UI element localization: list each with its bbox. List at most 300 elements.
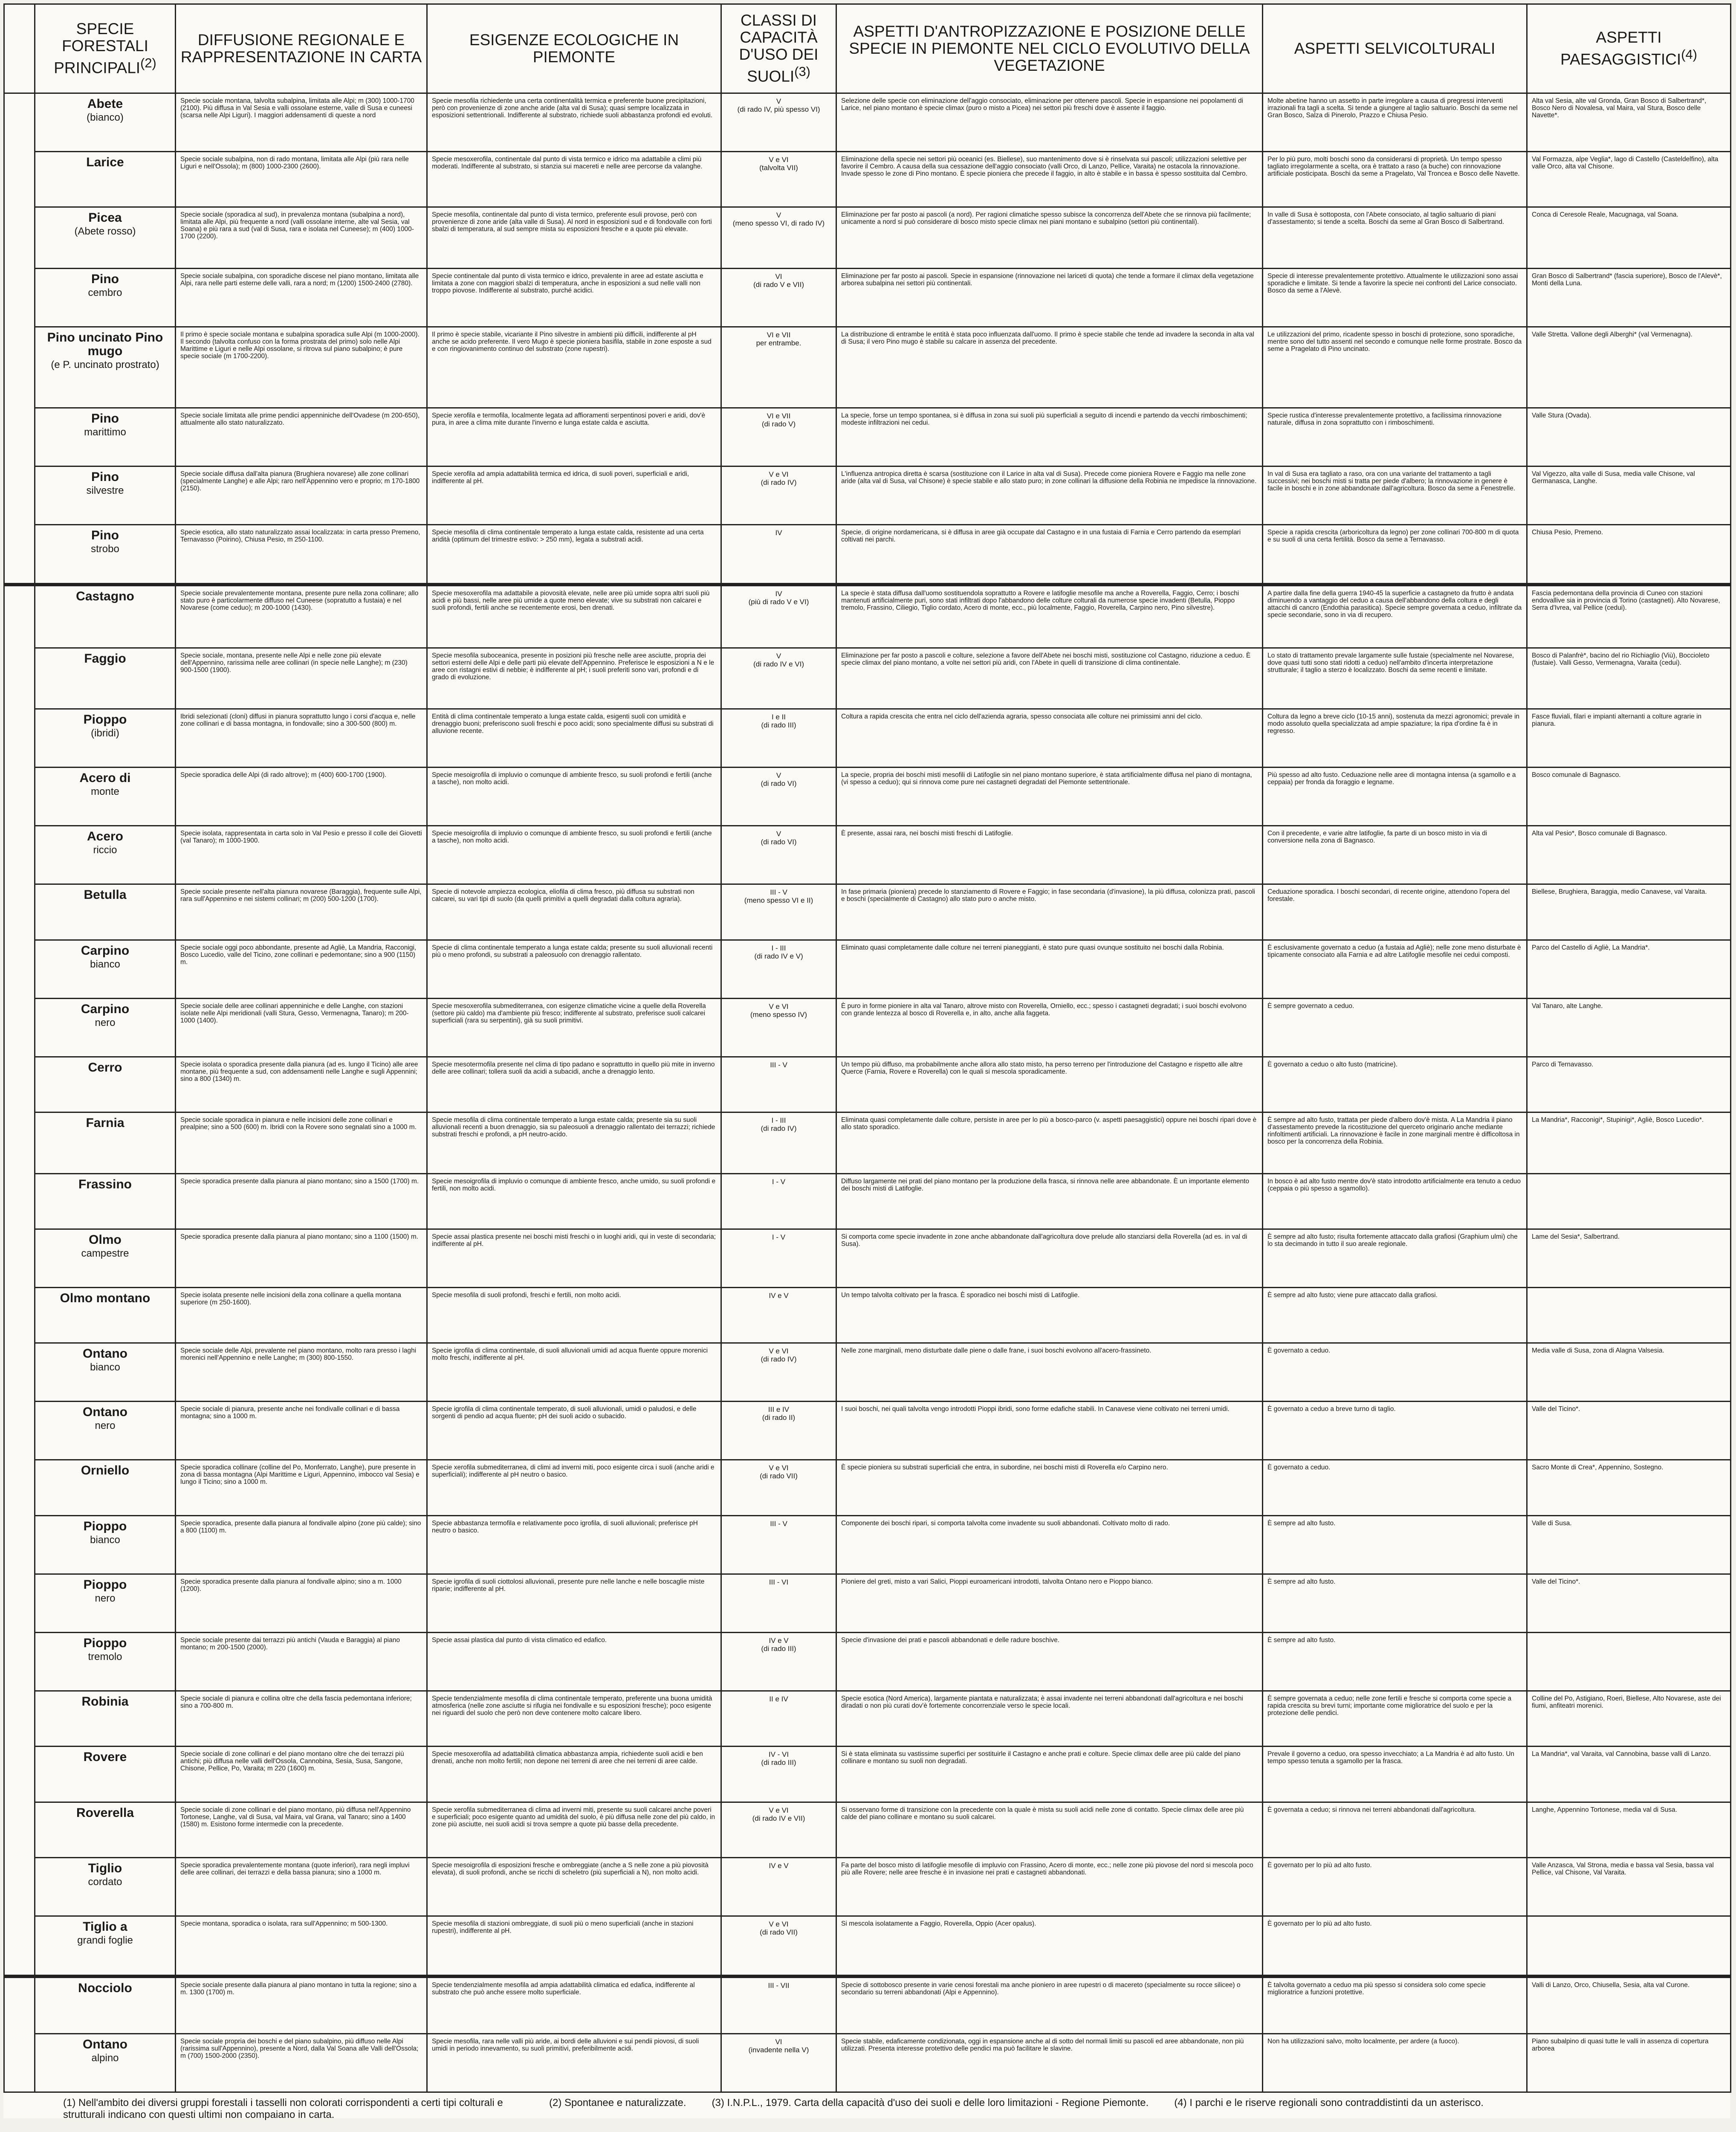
classi-value: V e VI <box>769 1806 789 1814</box>
table-row <box>4 940 1731 998</box>
table-row <box>4 1460 1731 1515</box>
species-name: Pioppo <box>83 1636 127 1650</box>
table-row <box>4 1632 1731 1691</box>
diffusione-cell: Specie sociale diffusa dall'alta pianura (Brughiera novarese) alle zone collinari (specialmente Langhe) e alle Alpi; raro nell'Appennino vero e proprio; m 170-1800 (2150). <box>176 466 427 524</box>
antropizzazione-cell: Eliminato quasi completamente dalle colture nei terreni pianeggianti, è stato pure quasi ovunque sostituito nei boschi dalla Robinia. <box>836 940 1263 998</box>
classi-value: III - V <box>770 888 787 897</box>
document-sheet <box>3 3 1730 2118</box>
table-row <box>4 1402 1731 1460</box>
classi-value: V <box>776 97 781 105</box>
table-row <box>4 93 1731 152</box>
species-name: Ontano <box>83 1405 127 1419</box>
species-name: Rovere <box>83 1750 127 1764</box>
antropizzazione-cell: Fa parte del bosco misto di latifoglie mesofile di impluvio con Frassino, Acero di monte, ecc.; nelle zone più piovose del nord si mescola poco più alle Rovere; nelle aree fresche è in invasione nei prati e castagneti abbandonati. <box>836 1858 1263 1916</box>
selvicolturali-cell: È governato per lo più ad alto fusto. <box>1263 1916 1527 1976</box>
species-cell <box>35 408 176 466</box>
classi-cell <box>721 2034 836 2092</box>
table-row <box>4 152 1731 207</box>
diffusione-cell: Specie montana, sporadica o isolata, rara sull'Appennino; m 500-1300. <box>176 1916 427 1976</box>
footnote-2: (2) Spontanee e naturalizzate. <box>549 2097 686 2109</box>
species-cell <box>35 2034 176 2092</box>
antropizzazione-cell: Specie esotica (Nord America), largamente piantata e naturalizzata; è assai invadente nei terreni abbandonati dall'agricoltura e nei boschi diradati o non più curati dov'è fortemente concorrenziale verso le specie locali. <box>836 1691 1263 1746</box>
species-name: Cerro <box>88 1060 122 1075</box>
header-aspetti-selvicolturali: ASPETTI SELVICOLTURALI <box>1263 4 1527 93</box>
table-row <box>4 1112 1731 1174</box>
esigenze-cell: Specie mesoigrofila di impluvio o comunque di ambiente fresco, anche umido, su suoli profondi e fertili, non molto acidi. <box>427 1173 721 1229</box>
paesaggistici-cell: Lame del Sesia*, Salbertrand. <box>1527 1229 1731 1288</box>
esigenze-cell: Specie xerofila ad ampia adattabilità termica ed idrica, di suoli poveri, superficiali e aridi, indifferente al pH. <box>427 466 721 524</box>
classi-note: (di rado VII) <box>760 1472 798 1480</box>
classi-cell <box>721 585 836 648</box>
classi-cell <box>721 524 836 585</box>
group-label <box>4 1976 35 2092</box>
species-name: Acero di <box>79 771 131 785</box>
classi-value: I - V <box>772 1233 786 1242</box>
antropizzazione-cell: La distribuzione di entrambe le entità è stata poco influenzata dall'uomo. Il primo è specie stabile che tende ad invadere la seconda in alta val di Susa; il vero Pino mugo è stabile su calcare in assenza del precedente. <box>836 327 1263 408</box>
classi-value: I - V <box>772 1177 786 1186</box>
table-row <box>4 1229 1731 1288</box>
classi-value: IV e V <box>769 1636 789 1645</box>
esigenze-cell: Specie mesoxerofila, continentale dal punto di vista termico e idrico ma adattabile a climi più moderati. Indifferente al substrato, si stanzia sui macereti e nelle aree percorse da valanghe. <box>427 152 721 207</box>
species-name: Pioppo <box>83 713 127 727</box>
esigenze-cell: Specie mesoxerofila ma adattabile a piovosità elevate, nelle aree più umide sopra altri suoli più acidi e più bassi, nelle aree più umide a quote meno elevate; vive su substrati non calcarei e suoli profondi, fertili anche se recentemente erosi, ben drenati. <box>427 585 721 648</box>
species-cell <box>35 884 176 940</box>
antropizzazione-cell: Eliminazione per far posto ai pascoli. Specie in espansione (rinnovazione nei lariceti di quota) che tende a formare il climax della vegetazione arborea subalpina nei settori più continentali. <box>836 269 1263 327</box>
esigenze-cell: Specie assai plastica dal punto di vista climatico ed edafico. <box>427 1632 721 1691</box>
species-subname: bianco <box>90 1361 120 1373</box>
table-body <box>4 93 1731 2092</box>
classi-value: V <box>776 771 781 780</box>
esigenze-cell: Specie mesofila suboceanica, presente in posizioni più fresche nelle aree asciutte, propria dei settori esterni delle Alpi e delle parti più elevate dell'Appennino. Preferisce le esposizioni a N e le aree con ristagni estivi di nebbie; è indifferente al pH; i suoli preferiti sono vari, profondi e di grado di evoluzione. <box>427 648 721 709</box>
table-row <box>4 1515 1731 1574</box>
antropizzazione-cell: Specie, di origine nordamericana, si è diffusa in aree già occupate dal Castagno e in una fustaia di Farnia e Cerro partendo da esemplari coltivati nei parchi. <box>836 524 1263 585</box>
species-name: Orniello <box>81 1463 130 1478</box>
species-name: Carpino <box>81 943 130 958</box>
paesaggistici-cell: Valle del Ticino*. <box>1527 1574 1731 1632</box>
esigenze-cell: Il primo è specie stabile, vicariante il Pino silvestre in ambienti più difficili, indifferente al pH anche se acido preferente. Il vero Mugo è specie pioniera basifila, stabile in zone esposte a sud e con ringiovanimento continuo del substrato (zone rupestri). <box>427 327 721 408</box>
selvicolturali-cell: A partire dalla fine della guerra 1940-45 la superficie a castagneto da frutto è andata diminuendo a vantaggio del ceduo a causa dell'abbandono della coltura e degli attacchi di cancro (Endothia parasitica). Specie sempre governata a ceduo, infiltrate da specie secondarie, sono in via di recupero. <box>1263 585 1527 648</box>
table-row <box>4 327 1731 408</box>
classi-cell <box>721 466 836 524</box>
antropizzazione-cell: La specie, propria dei boschi misti mesofili di Latifoglie sin nel piano montano superiore, è stata artificialmente diffusa nel piano di montagna, (vi spesso a ceduo); qui si rinnova come pure nei castagneti degradati del Piemonte settentrionale. <box>836 768 1263 826</box>
header-specie: SPECIE FORESTALI PRINCIPALI$^{(2)}$ <box>35 4 176 93</box>
classi-note: (meno spesso VI e II) <box>744 896 813 905</box>
antropizzazione-cell: L'influenza antropica diretta è scarsa (sostituzione con il Larice in alta val di Susa). Precede come pioniera Rovere e Faggio ma nelle zone aride (alta val di Susa, val Chisone) è specie stabile e allo stato puro; in zone collinari la diffusione della Robinia ne impedisce la rinnovazione. <box>836 466 1263 524</box>
species-cell <box>35 1976 176 2034</box>
species-name: Frassino <box>78 1177 132 1191</box>
selvicolturali-cell: Con il precedente, e varie altre latifoglie, fa parte di un bosco misto in via di conversione nella zona di Bagnasco. <box>1263 826 1527 884</box>
species-subname: cordato <box>88 1876 122 1888</box>
antropizzazione-cell: Eliminazione per far posto a pascoli e colture, selezione a favore dell'Abete nei boschi misti, sostituzione col Castagno, riduzione a ceduo. È specie climax del piano montano, a volte nei settori più aridi, con l'Abete in quelli di transizione di clima continentale. <box>836 648 1263 709</box>
selvicolturali-cell: È governato a ceduo a breve turno di taglio. <box>1263 1402 1527 1460</box>
classi-note: (di rado II) <box>762 1414 796 1422</box>
species-cell <box>35 998 176 1057</box>
species-name: Abete <box>87 97 123 111</box>
classi-cell <box>721 1460 836 1515</box>
classi-value: V e VI <box>769 1464 789 1472</box>
diffusione-cell: Specie sociale di zone collinari e del piano montano oltre che dei terrazzi più antichi; più diffusa nelle valli dell'Ossola, Cannobina, Sesia, Susa, Sangone, Chisone, Pellice, Po, Varaita; m 220 (1600) m. <box>176 1747 427 1802</box>
paesaggistici-cell: Bosco di Palanfrè*, bacino del rio Richiaglio (Viù), Boccioleto (fustaie). Valli Gesso, Vermenagna, Varaita (cedui). <box>1527 648 1731 709</box>
classi-value: I - III <box>771 1116 786 1125</box>
classi-cell <box>721 207 836 269</box>
species-cell <box>35 1916 176 1976</box>
table-row <box>4 1288 1731 1343</box>
table-row <box>4 1916 1731 1976</box>
classi-note: (di rado VI) <box>761 838 797 846</box>
esigenze-cell: Specie mesoigrofila di esposizioni fresche e ombreggiate (anche a S nelle zone a più piovosità elevata), di suoli profondi, anche se ricchi di scheletro (più superficiali a N), non molto acidi. <box>427 1858 721 1916</box>
diffusione-cell: Specie sporadica presente dalla pianura al piano montano; sino a 1100 (1500) m. <box>176 1229 427 1288</box>
species-cell <box>35 93 176 152</box>
table-row <box>4 709 1731 768</box>
classi-note: (meno spesso IV) <box>750 1010 807 1019</box>
classi-cell <box>721 1976 836 2034</box>
esigenze-cell: Specie mesofila di clima continentale temperato a lunga estate calda, resistente ad una certa aridità (optimum del trimestre estivo: > 250 mm), legata a substrati acidi. <box>427 524 721 585</box>
paesaggistici-cell: Val Formazza, alpe Veglia*, lago di Castello (Casteldelfino), alta valle Orco, alta val Chisone. <box>1527 152 1731 207</box>
header-diffusione: DIFFUSIONE REGIONALE E RAPPRESENTAZIONE IN CARTA <box>176 4 427 93</box>
classi-cell <box>721 1343 836 1402</box>
antropizzazione-cell: Si è stata eliminata su vastissime superfici per sostituirle il Castagno e anche prati e colture. Specie climax delle aree più calde del piano collinare e montano su suoli non degradati. <box>836 1747 1263 1802</box>
classi-value: VI <box>775 272 782 281</box>
antropizzazione-cell: Si osservano forme di transizione con la precedente con la quale è mista su suoli acidi nelle zone di contatto. Specie climax delle aree più calde del piano collinare e montano su suoli calcarei. <box>836 1802 1263 1857</box>
table-row <box>4 1747 1731 1802</box>
diffusione-cell: Specie sociale (sporadica al sud), in prevalenza montana (subalpina a nord), limitata alle Alpi, più frequente a nord (valli ossolane interne, alte val Sesia, val Soana) e più rara a sud (val di Susa, rara e isolata nel Cuneese); m (400) 1000-1700 (2200). <box>176 207 427 269</box>
paesaggistici-cell <box>1527 1288 1731 1343</box>
selvicolturali-cell: Specie rustica d'interesse prevalentemente protettivo, a facilissima rinnovazione naturale, diffusa in zona soprattutto con i rimboschimenti. <box>1263 408 1527 466</box>
species-subname: nero <box>95 1420 116 1432</box>
classi-note: (di rado IV) <box>761 1124 797 1133</box>
diffusione-cell: Specie esotica, allo stato naturalizzato assai localizzata: in carta presso Premeno, Ternavasso (Poirino), Chiusa Pesio, m 250-1100. <box>176 524 427 585</box>
classi-value: III - V <box>770 1060 787 1069</box>
species-subname: strobo <box>91 543 119 555</box>
esigenze-cell: Specie igrofila di clima continentale temperato, di suoli alluvionali, umidi o paludosi, e delle sorgenti di pendio ad acqua fluente; pH dei suoli acido o subacido. <box>427 1402 721 1460</box>
diffusione-cell: Specie sociale presente dai terrazzi più antichi (Vauda e Baraggia) al piano montano; m 200-1500 (2000). <box>176 1632 427 1691</box>
species-name: Ontano <box>83 1347 127 1361</box>
selvicolturali-cell: In val di Susa era tagliato a raso, ora con una variante del trattamento a tagli successivi; nei boschi misti si tratta per piede d'albero; la rinnovazione in genere è facile in boschi e in zone abbandonate dall'agricoltura. Bosco da seme a Fenestrelle. <box>1263 466 1527 524</box>
classi-note: (di rado V) <box>761 420 796 428</box>
species-name: Ontano <box>83 2037 127 2051</box>
footnotes <box>63 2097 1717 2121</box>
selvicolturali-cell: Coltura da legno a breve ciclo (10-15 anni), sostenuta da mezzi agronomici; prevale in modo assoluto quella specializzata ad ampie spaziature; la ripa d'ordine fa è in regresso. <box>1263 709 1527 768</box>
classi-note: (meno spesso VI, di rado IV) <box>732 219 825 228</box>
selvicolturali-cell: Specie di interesse prevalentemente protettivo. Attualmente le utilizzazioni sono assai sporadiche e limitate. Si tende a favorire la specie nei confronti del Larice consociato. Bosco da seme a l'Alevè. <box>1263 269 1527 327</box>
paesaggistici-cell <box>1527 1916 1731 1976</box>
selvicolturali-cell: Le utilizzazioni del primo, ricadente spesso in boschi di protezione, sono sporadiche, mentre sono del tutto assenti nel secondo e comunque nelle forme prostrate. Bosco da seme a Pragelato di Pino uncinato. <box>1263 327 1527 408</box>
paesaggistici-cell: Valle Stretta. Vallone degli Alberghi* (val Vermenagna). <box>1527 327 1731 408</box>
classi-cell <box>721 826 836 884</box>
table-row <box>4 269 1731 327</box>
paesaggistici-cell: Fascia pedemontana della provincia di Cuneo con stazioni endovallive sia in provincia di Torino (castagneti). Alto Novarese, Serra d'Ivrea, val Pellice (cedui). <box>1527 585 1731 648</box>
species-subname: (Abete rosso) <box>74 226 136 238</box>
species-subname: monte <box>91 786 119 798</box>
species-cell <box>35 1229 176 1288</box>
selvicolturali-cell: È governato a ceduo. <box>1263 1343 1527 1402</box>
selvicolturali-cell: In valle di Susa è sottoposta, con l'Abete consociato, al taglio saltuario di piani d'assestamento; si tende a scelta. Boschi da seme al Gran Bosco di Salbertrand. <box>1263 207 1527 269</box>
classi-cell <box>721 1112 836 1174</box>
classi-note: (di rado III) <box>761 721 796 730</box>
antropizzazione-cell: Specie d'invasione dei prati e pascoli abbandonati e delle radure boschive. <box>836 1632 1263 1691</box>
classi-note: (di rado IV) <box>761 478 797 487</box>
selvicolturali-cell: È governato per lo più ad alto fusto. <box>1263 1858 1527 1916</box>
antropizzazione-cell: I suoi boschi, nei quali talvolta vengo introdotti Pioppi ibridi, sono forme edafiche stabili. In Canavese viene coltivato nei terreni umidi. <box>836 1402 1263 1460</box>
selvicolturali-cell: È esclusivamente governato a ceduo (a fustaia ad Agliè); nelle zone meno disturbate è tipicamente consociato alla Farnia e ad altre Latifoglie mesofile nei cedui composti. <box>1263 940 1527 998</box>
table-row <box>4 648 1731 709</box>
table-row <box>4 768 1731 826</box>
esigenze-cell: Specie tendenzialmente mesofila ad ampia adattabilità climatica ed edafica, indifferente al substrato che può anche essere molto superficiale. <box>427 1976 721 2034</box>
paesaggistici-cell: La Mandria*, val Varaita, val Cannobina, basse valli di Lanzo. <box>1527 1747 1731 1802</box>
table-row <box>4 1574 1731 1632</box>
classi-cell <box>721 1691 836 1746</box>
paesaggistici-cell: Conca di Ceresole Reale, Macugnaga, val Soana. <box>1527 207 1731 269</box>
species-name: Larice <box>86 155 124 169</box>
antropizzazione-cell: Specie di sottobosco presente in varie cenosi forestali ma anche pioniero in aree rupestri o di macereto (specialmente su rocce silicee) o secondario su terreni abbandonati (Alpi e Appennino). <box>836 1976 1263 2034</box>
selvicolturali-cell: È sempre ad alto fusto; risulta fortemente attaccato dalla grafiosi (Graphium ulmi) che lo sta decimando in tutto il suo areale regionale. <box>1263 1229 1527 1288</box>
antropizzazione-cell: Coltura a rapida crescita che entra nel ciclo dell'azienda agraria, spesso consociata alle colture nei primissimi anni del ciclo. <box>836 709 1263 768</box>
classi-value: V <box>776 211 781 220</box>
diffusione-cell: Specie sociale subalpina, con sporadiche discese nel piano montano, limitata alle Alpi, rara nelle parti esterne delle valli, rara a nord; m (1200) 1500-2400 (2780). <box>176 269 427 327</box>
classi-cell <box>721 269 836 327</box>
diffusione-cell: Specie sociale subalpina, non di rado montana, limitata alle Alpi (più rara nelle Liguri e nell'Ossola); m (800) 1000-2300 (2600). <box>176 152 427 207</box>
classi-value: V <box>776 830 781 838</box>
esigenze-cell: Specie mesofila richiedente una certa continentalità termica e preferente buone precipitazioni, però con provenienze di zone anche aride (alta val di Susa); quasi sempre localizzata in esposizioni settentrionali. Indifferente al substrato, richiede suoli abbastanza profondi ed evoluti. <box>427 93 721 152</box>
diffusione-cell: Specie sociale di pianura, presente anche nei fondivalle collinari e di bassa montagna; sino a 1000 m. <box>176 1402 427 1460</box>
classi-value: VI <box>775 2037 782 2046</box>
species-subname: grandi foglie <box>77 1935 133 1947</box>
footnote-3: (3) I.N.P.L., 1979. Carta della capacità d'uso dei suoli e delle loro limitazioni - Regione Piemonte. <box>712 2097 1149 2109</box>
header-classi: CLASSI DI CAPACITÀ D'USO DEI SUOLI$^{(3)}$ <box>721 4 836 93</box>
paesaggistici-cell: Parco di Ternavasso. <box>1527 1057 1731 1112</box>
classi-cell <box>721 940 836 998</box>
antropizzazione-cell: Specie stabile, edaficamente condizionata, oggi in espansione anche al di sotto del normali limiti su pascoli ed aree abbandonate, non più utilizzati. Presenta interesse protettivo delle pendici ma può facilitare le slavine. <box>836 2034 1263 2092</box>
classi-value: IV e V <box>769 1862 789 1870</box>
classi-note: (di rado III) <box>761 1644 796 1653</box>
table-row <box>4 408 1731 466</box>
diffusione-cell: Specie sociale presente dalla pianura al piano montano in tutta la regione; sino a m. 1300 (1700) m. <box>176 1976 427 2034</box>
classi-value: V e VI <box>769 1920 789 1929</box>
selvicolturali-cell: È sempre governata a ceduo; nelle zone fertili e fresche si comporta come specie a rapida crescita su brevi turni; importante come miglioratrice del suolo e per la protezione delle pendici. <box>1263 1691 1527 1746</box>
table-row <box>4 2034 1731 2092</box>
species-cell <box>35 466 176 524</box>
selvicolturali-cell: È sempre ad alto fusto. <box>1263 1574 1527 1632</box>
diffusione-cell: Specie sporadica collinare (colline del Po, Monferrato, Langhe), pure presente in zona di bassa montagna (Alpi Marittime e Liguri, Appennino, imbocco val Sesia) e lungo il Ticino; sino a 1000 m. <box>176 1460 427 1515</box>
species-cell <box>35 1691 176 1746</box>
species-cell <box>35 1343 176 1402</box>
species-name: Pioppo <box>83 1577 127 1592</box>
species-subname: bianco <box>90 1534 120 1546</box>
classi-value: V <box>776 652 781 660</box>
esigenze-cell: Entità di clima continentale temperato a lunga estate calda, esigenti suoli con umidità e drenaggio buoni; preferiscono suoli freschi e poco acidi; sono specialmente diffusi su substrati di alluvione recente. <box>427 709 721 768</box>
paesaggistici-cell: Langhe, Appennino Tortonese, media val di Susa. <box>1527 1802 1731 1857</box>
species-cell <box>35 327 176 408</box>
classi-note: (di rado IV e VII) <box>752 1814 805 1822</box>
paesaggistici-cell: Valle Anzasca, Val Strona, media e bassa val Sesia, bassa val Pellice, val Chisone, Val Varaita. <box>1527 1858 1731 1916</box>
paesaggistici-cell: Media valle di Susa, zona di Alagna Valsesia. <box>1527 1343 1731 1402</box>
species-name: Castagno <box>76 589 134 604</box>
antropizzazione-cell: Un tempo più diffuso, ma probabilmente anche allora allo stato misto, ha perso terreno per l'introduzione del Castagno e rispetto alle altre Querce (Farnia, Rovere e Roverella) con le quali si mescola sporadicamente. <box>836 1057 1263 1112</box>
species-name: Olmo <box>89 1233 122 1247</box>
classi-cell <box>721 1057 836 1112</box>
species-name: Farnia <box>86 1116 124 1130</box>
header-aspetti-antropizzazione: ASPETTI D'ANTROPIZZAZIONE E POSIZIONE DELLE SPECIE IN PIEMONTE NEL CICLO EVOLUTIVO DELLA VEGETAZIONE <box>836 4 1263 93</box>
classi-cell <box>721 1402 836 1460</box>
antropizzazione-cell: La specie è stata diffusa dall'uomo sostituendola soprattutto a Rovere e latifoglie mesofile ma anche a Roverella, Faggio, Cerro; i boschi mantenuti artificialmente puri, sono stati infiltrati dopo l'abbandono delle colture colturali da numerose specie invadenti (Betulla, Pioppo tremolo, Frassino, Ciliegio, Tiglio cordato, Acero di monte, ecc., più localmente, Faggio, Roverella, Carpino nero, Pino silvestre). <box>836 585 1263 648</box>
species-cell <box>35 1747 176 1802</box>
paesaggistici-cell <box>1527 1173 1731 1229</box>
species-name: Tiglio <box>88 1861 122 1876</box>
group-label <box>4 585 35 1976</box>
classi-value: VI e VII <box>767 331 791 339</box>
classi-note: (di rado IV e VI) <box>753 660 804 668</box>
antropizzazione-cell: Eliminazione per far posto ai pascoli (a nord). Per ragioni climatiche spesso subisce la concorrenza dell'Abete che se rinnova più facilmente; unicamente a nord si può considerare di bosco misto specie climax nei piani montano e subalpino (settori più continentali). <box>836 207 1263 269</box>
paesaggistici-cell: Parco del Castello di Agliè, La Mandria*. <box>1527 940 1731 998</box>
species-cell <box>35 1574 176 1632</box>
classi-value: V e VI <box>769 1002 789 1011</box>
table-row <box>4 466 1731 524</box>
table-row <box>4 826 1731 884</box>
classi-cell <box>721 1288 836 1343</box>
classi-cell <box>721 152 836 207</box>
header-esigenze: ESIGENZE ECOLOGICHE IN PIEMONTE <box>427 4 721 93</box>
selvicolturali-cell: È sempre governato a ceduo. <box>1263 998 1527 1057</box>
species-cell <box>35 585 176 648</box>
classi-note: (di rado III) <box>761 1758 796 1767</box>
paesaggistici-cell: La Mandria*, Racconigi*, Stupinigi*, Agliè, Bosco Lucedio*. <box>1527 1112 1731 1174</box>
species-cell <box>35 1802 176 1857</box>
esigenze-cell: Specie mesotermofila presente nel clima di tipo padano e soprattutto in quello più mite in inverno delle aree collinari; tollera suoli da acidi a subacidi, anche a drenaggio lento. <box>427 1057 721 1112</box>
selvicolturali-cell: È governata a ceduo; si rinnova nei terreni abbandonati dall'agricoltura. <box>1263 1802 1527 1857</box>
antropizzazione-cell: È puro in forme pioniere in alta val Tanaro, altrove misto con Roverella, Orniello, ecc.; spesso i castagneti degradati; i suoi boschi evolvono con grande lentezza al bosco di Roverella e, in alto, anche alla faggeta. <box>836 998 1263 1057</box>
diffusione-cell: Ibridi selezionati (cloni) diffusi in pianura soprattutto lungo i corsi d'acqua e, nelle zone collinari e di bassa montagna, in fondovalle; sino a 300-500 (800) m. <box>176 709 427 768</box>
classi-value: V e VI <box>769 156 789 164</box>
classi-value: III - VI <box>769 1578 789 1586</box>
diffusione-cell: Specie isolata o sporadica presente dalla pianura (ad es. lungo il Ticino) alle aree montane, più frequente a sud, con addensamenti nelle Langhe e sugli Appennini; sino a 800 (1340) m. <box>176 1057 427 1112</box>
classi-value: V e VI <box>769 470 789 478</box>
diffusione-cell: Specie sociale prevalentemente montana, presente pure nella zona collinare; allo stato puro è particolarmente diffuso nel Cuneese (sopratutto a fustaia) e nel Novarese (come ceduo); m 200-1000 (1430). <box>176 585 427 648</box>
selvicolturali-cell: È sempre ad alto fusto. <box>1263 1515 1527 1574</box>
antropizzazione-cell: In fase primaria (pioniera) precede lo stanziamento di Rovere e Faggio; in fase secondaria (d'invasione), la più diffusa, colonizza prati, pascoli e boschi (specialmente di Castagno) allo stato puro o anche misto. <box>836 884 1263 940</box>
antropizzazione-cell: Si comporta come specie invadente in zone anche abbandonate dall'agricoltura dove prelude allo stanziarsi della Roverella (ad es. in val di Susa). <box>836 1229 1263 1288</box>
antropizzazione-cell: Selezione delle specie con eliminazione dell'aggio consociato, eliminazione per ottenere pascoli. Specie in espansione nei popolamenti di Larice, nel piano montano è specie climax (puro o misto a Picea) nei settori più freschi dove è assente il faggio. <box>836 93 1263 152</box>
species-subname: tremolo <box>88 1651 122 1663</box>
classi-value: V e VI <box>769 1347 789 1356</box>
diffusione-cell: Specie sociale di pianura e collina oltre che della fascia pedemontana inferiore; sino a 700-800 m. <box>176 1691 427 1746</box>
selvicolturali-cell: È sempre ad alto fusto. <box>1263 1632 1527 1691</box>
selvicolturali-cell: Non ha utilizzazioni salvo, molto localmente, per ardere (a fuoco). <box>1263 2034 1527 2092</box>
classi-value: II e IV <box>769 1695 788 1703</box>
header-gruppi <box>4 4 35 93</box>
species-cell <box>35 768 176 826</box>
species-cell <box>35 1288 176 1343</box>
selvicolturali-cell: Per lo più puro, molti boschi sono da considerarsi di proprietà. Un tempo spesso tagliato irregolarmente a scelta, ora è trattato a raso (a buche) con rinnovazione artificiale posticipata. Boschi da seme a Pragelato, Val Troncea e Bosco delle Navette. <box>1263 152 1527 207</box>
esigenze-cell: Specie igrofila di clima continentale, di suoli alluvionali umidi ad acqua fluente oppure morenici molto freschi, indifferente al pH. <box>427 1343 721 1402</box>
species-cell <box>35 1112 176 1174</box>
esigenze-cell: Specie mesofila di stazioni ombreggiate, di suoli più o meno superficiali (anche in stazioni rupestri), indifferente al pH. <box>427 1916 721 1976</box>
selvicolturali-cell: È sempre ad alto fusto; viene pure attaccato dalla grafiosi. <box>1263 1288 1527 1343</box>
species-cell <box>35 1515 176 1574</box>
paesaggistici-cell: Alta val Sesia, alte val Gronda, Gran Bosco di Salbertrand*, Bosco Nero di Novalesa, val Maira, val Stura, Bosco delle Navette*. <box>1527 93 1731 152</box>
classi-value: III - VII <box>768 1981 790 1990</box>
esigenze-cell: Specie mesofila, continentale dal punto di vista termico, preferente esuli provose, però con provenienze di zone aride (alta valle di Susa). Al nord in esposizioni sud e di fondovalle con forti sbalzi di temperatura, al sud sempre mista su esposizioni fresche e a quote più elevate. <box>427 207 721 269</box>
diffusione-cell: Specie sociale montana, talvolta subalpina, limitata alle Alpi; m (300) 1000-1700 (2100). Più diffusa in Val Sesia e valli ossolane esterne, valle di Susa e cuneesi (scarsa nelle Alpi Liguri). I maggiori addensamenti di queste a nord <box>176 93 427 152</box>
species-name: Nocciolo <box>78 1981 132 1995</box>
classi-cell <box>721 93 836 152</box>
classi-note: (di rado VI) <box>761 779 797 788</box>
classi-value: IV <box>775 528 782 537</box>
species-name: Tiglio a <box>83 1920 127 1934</box>
species-subname: (e P. uncinato prostrato) <box>51 359 159 371</box>
selvicolturali-cell: Specie a rapida crescita (arboricoltura da legno) per zone collinari 700-800 m di quota e su suoli di una certa fertilità. Bosco da seme a Ternavasso. <box>1263 524 1527 585</box>
diffusione-cell: Specie isolata presente nelle incisioni della zona collinare a quella montana superiore (m 250-1600). <box>176 1288 427 1343</box>
table-row <box>4 1173 1731 1229</box>
species-cell <box>35 826 176 884</box>
classi-cell <box>721 1802 836 1857</box>
classi-cell <box>721 1515 836 1574</box>
diffusione-cell: Il primo è specie sociale montana e subalpina sporadica sulle Alpi (m 1000-2000). Il secondo (talvolta confuso con la forma prostrata del primo) solo nelle Alpi Marittime e Liguri e nelle Alpi ossolane, si ritrova sul piano subalpino; è pure specie sociale (m 1700-2200). <box>176 327 427 408</box>
esigenze-cell: Specie mesoxerofila submediterranea, con esigenze climatiche vicine a quelle della Roverella (settore più caldo) ma d'ambiente più fresco; indifferente al substrato, preferisce suoli calcarei superficiali (rara su serpentini), già su suoli primitivi. <box>427 998 721 1057</box>
selvicolturali-cell: Prevale il governo a ceduo, ora spesso invecchiato; a La Mandria è ad alto fusto. Un tempo spesso tenuta a sgamollo per la frasca. <box>1263 1747 1527 1802</box>
species-subname: bianco <box>90 958 120 970</box>
classi-note: (invadente nella V) <box>748 2045 809 2054</box>
classi-value: III - V <box>770 1519 787 1528</box>
species-name: Acero <box>87 829 124 844</box>
classi-cell <box>721 709 836 768</box>
species-name: Pioppo <box>83 1519 127 1533</box>
species-subname: alpino <box>91 2052 119 2064</box>
esigenze-cell: Specie xerofila submediterranea di clima ad inverni miti, presente su suoli calcarei anche poveri e superficiali; poco esigente quanto ad umidità del suolo, è più diffusa nelle zone del più caldo, in zone più asciutte, nei suoli acidi si trova sempre a quote più basse della precedente. <box>427 1802 721 1857</box>
paesaggistici-cell: Valle Stura (Ovada). <box>1527 408 1731 466</box>
classi-note: (di rado V e VII) <box>753 281 804 289</box>
species-cell <box>35 269 176 327</box>
table-row <box>4 1802 1731 1857</box>
table-row <box>4 207 1731 269</box>
antropizzazione-cell: Eliminazione della specie nei settori più oceanici (es. Biellese), suo mantenimento dove si è rinselvata sui pascoli; utilizzazioni selettive per favorire il Cembro. A causa della sua cessazione dell'aggio consociato (valli Orco, di Lanzo, Pellice, Varaita) ne ostacola la rinnovazione. Invade spesso le zone di Pino montano. È specie pioniera che precede il faggio, in alto è stabile e in bassa è spesso sostituita dal Cembro. <box>836 152 1263 207</box>
species-name: Olmo montano <box>60 1291 150 1306</box>
species-name: Pino <box>91 272 119 286</box>
selvicolturali-cell: È governato a ceduo. <box>1263 1460 1527 1515</box>
paesaggistici-cell: Sacro Monte di Crea*, Appennino, Sostegno. <box>1527 1460 1731 1515</box>
species-name: Pino uncinato Pino mugo <box>47 330 163 358</box>
species-cell <box>35 1858 176 1916</box>
classi-cell <box>721 1632 836 1691</box>
selvicolturali-cell: È sempre ad alto fusto, trattata per piede d'albero dov'è mista. A La Mandria il piano d'assestamento prevede la ricostituzione del querceto originario anche mediante rinfoltimenti artificiali. La rinnovazione è facile in zone marginali mentre è difficoltosa in bosco per la concorrenza della Robinia. <box>1263 1112 1527 1174</box>
classi-note: (più di rado V e VI) <box>748 598 809 606</box>
header-aspetti-paesaggistici: ASPETTI PAESAGGISTICI$^{(4)}$ <box>1527 4 1731 93</box>
paesaggistici-cell: Piano subalpino di quasi tutte le valli in assenza di copertura arborea <box>1527 2034 1731 2092</box>
table-row <box>4 1343 1731 1402</box>
selvicolturali-cell: Più spesso ad alto fusto. Ceduazione nelle aree di montagna intensa (a sgamollo e a ceppaia) per fronda da foraggio e legname. <box>1263 768 1527 826</box>
species-subname: (bianco) <box>87 112 124 123</box>
classi-value: IV e V <box>769 1292 789 1300</box>
esigenze-cell: Specie di clima continentale temperato a lunga estate calda; presente su suoli alluvionali recenti più o meno profondi, su substrati a paleosuolo con drenaggio rallentato. <box>427 940 721 998</box>
diffusione-cell: Specie sociale sporadica in pianura e nelle incisioni delle zone collinari e prealpine; sino a 500 (600) m. Ibridi con la Rovere sono segnalati sino a 1000 m. <box>176 1112 427 1174</box>
antropizzazione-cell: È presente, assai rara, nei boschi misti freschi di Latifoglie. <box>836 826 1263 884</box>
antropizzazione-cell: Un tempo talvolta coltivato per la frasca. È sporadico nei boschi misti di Latifoglie. <box>836 1288 1263 1343</box>
species-subname: nero <box>95 1592 116 1604</box>
species-cell <box>35 1057 176 1112</box>
classi-value: IV <box>775 590 782 598</box>
diffusione-cell: Specie sociale delle Alpi, prevalente nel piano montano, molto rara presso i laghi morenici nell'Appennino e nelle Langhe; m (300) 800-1550. <box>176 1343 427 1402</box>
paesaggistici-cell: Valle del Ticino*. <box>1527 1402 1731 1460</box>
classi-note: (di rado IV e V) <box>754 952 803 960</box>
species-name: Robinia <box>81 1694 129 1709</box>
header-row <box>4 4 1731 93</box>
species-cell <box>35 1460 176 1515</box>
selvicolturali-cell: Ceduazione sporadica. I boschi secondari, di recente origine, attendono l'opera del forestale. <box>1263 884 1527 940</box>
selvicolturali-cell: Lo stato di trattamento prevale largamente sulle fustaie (specialmente nel Novarese, dove quasi tutti sono stati ridotti a ceduo) nell'ambito d'incerta interpretazione strutturale; il taglio a sterzo è localizzato. Boschi da seme recenti e limitate. <box>1263 648 1527 709</box>
species-cell <box>35 940 176 998</box>
esigenze-cell: Specie assai plastica presente nei boschi misti freschi o in luoghi aridi, qui in veste di secondaria; indifferente al pH. <box>427 1229 721 1288</box>
species-name: Picea <box>88 211 122 225</box>
classi-cell <box>721 648 836 709</box>
